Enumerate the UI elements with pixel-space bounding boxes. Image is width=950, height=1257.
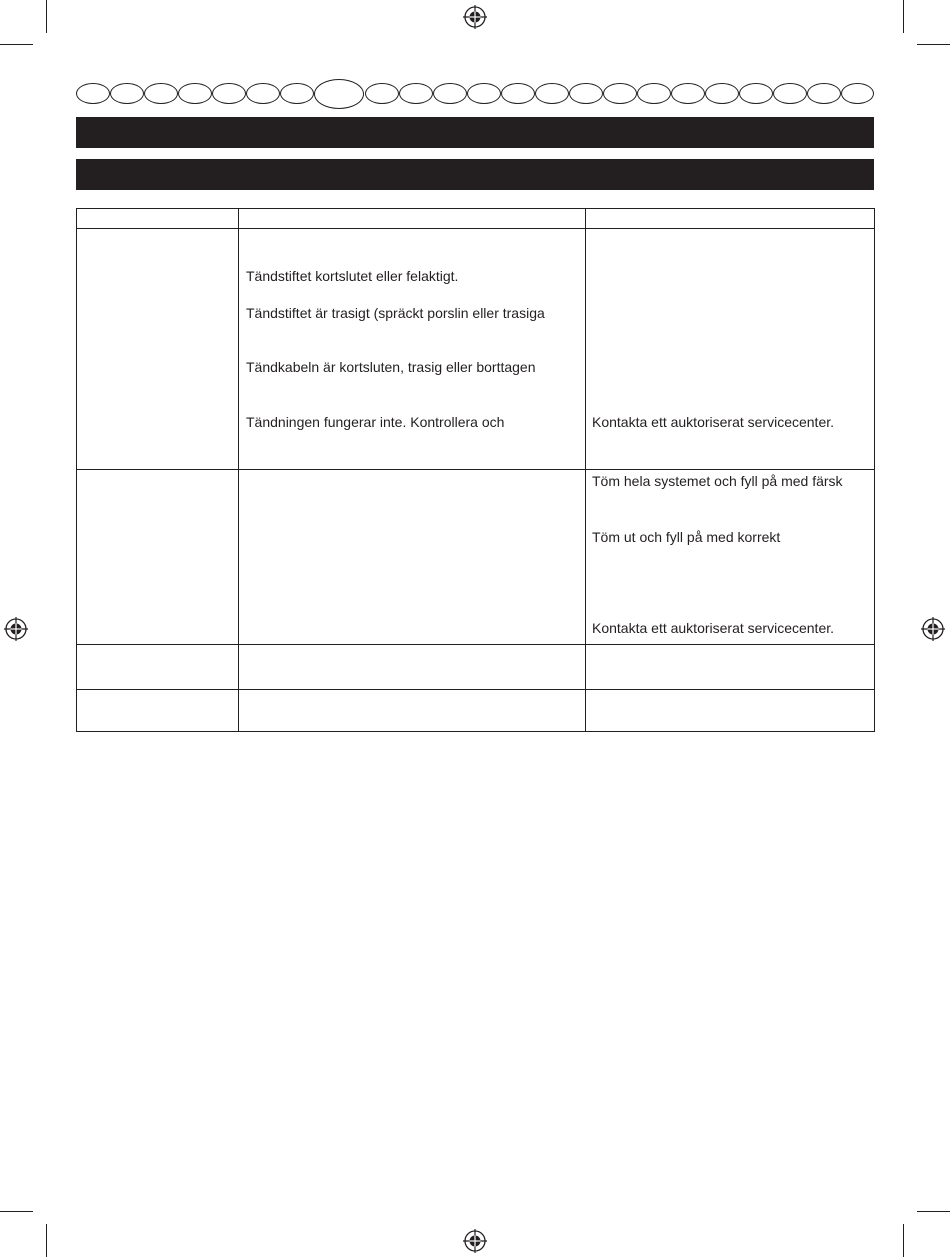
language-tabs <box>76 83 876 107</box>
language-tab-active[interactable] <box>314 79 364 109</box>
language-tab[interactable] <box>110 83 144 104</box>
cause-cell <box>239 470 586 645</box>
table-row <box>77 470 875 645</box>
section-header-bar <box>76 117 874 148</box>
language-tab[interactable] <box>637 83 671 104</box>
crop-mark <box>46 1224 47 1257</box>
language-tab[interactable] <box>569 83 603 104</box>
language-tab[interactable] <box>280 83 314 104</box>
crop-mark <box>0 44 33 45</box>
crop-mark <box>0 1211 33 1212</box>
language-tab[interactable] <box>807 83 841 104</box>
language-tab[interactable] <box>467 83 501 104</box>
table-header-row <box>77 209 875 229</box>
table-row <box>77 645 875 690</box>
solution-text: Kontakta ett auktoriserat servicecenter. <box>592 414 835 430</box>
registration-mark-icon <box>463 5 487 29</box>
language-tab[interactable] <box>501 83 535 104</box>
solution-text: Töm ut och fyll på med korrekt <box>592 529 781 545</box>
troubleshooting-table <box>76 208 875 732</box>
cause-cell <box>239 229 586 470</box>
cause-text: Tändningen fungerar inte. Kontrollera och <box>246 414 505 430</box>
solution-cell <box>586 645 875 690</box>
cause-text: Tändkabeln är kortsluten, trasig eller borttagen <box>246 359 536 375</box>
registration-mark-icon <box>921 617 945 641</box>
header-solution <box>586 209 875 229</box>
crop-mark <box>903 0 904 33</box>
solution-text: Töm hela systemet och fyll på med färsk <box>592 473 843 489</box>
registration-mark-icon <box>4 617 28 641</box>
language-tab[interactable] <box>365 83 399 104</box>
language-tab[interactable] <box>603 83 637 104</box>
table-row <box>77 690 875 732</box>
solution-cell <box>586 470 875 645</box>
language-tab[interactable] <box>535 83 569 104</box>
problem-cell <box>77 690 239 732</box>
language-tab[interactable] <box>399 83 433 104</box>
language-tab[interactable] <box>773 83 807 104</box>
solution-cell <box>586 690 875 732</box>
language-tab[interactable] <box>739 83 773 104</box>
cause-cell <box>239 645 586 690</box>
language-tab[interactable] <box>76 83 110 104</box>
language-tab[interactable] <box>144 83 178 104</box>
problem-cell <box>77 645 239 690</box>
solution-cell <box>586 229 875 470</box>
language-tab[interactable] <box>841 83 874 104</box>
language-tab[interactable] <box>705 83 739 104</box>
cause-text: Tändstiftet kortslutet eller felaktigt. <box>246 268 459 284</box>
cause-cell <box>239 690 586 732</box>
language-tab[interactable] <box>212 83 246 104</box>
solution-text: Kontakta ett auktoriserat servicecenter. <box>592 620 835 636</box>
table-row <box>77 229 875 470</box>
crop-mark <box>903 1224 904 1257</box>
crop-mark <box>917 44 950 45</box>
problem-cell <box>77 470 239 645</box>
language-tab[interactable] <box>178 83 212 104</box>
language-tab[interactable] <box>671 83 705 104</box>
language-tab[interactable] <box>433 83 467 104</box>
subsection-header-bar <box>76 159 874 190</box>
header-problem <box>77 209 239 229</box>
registration-mark-icon <box>463 1229 487 1253</box>
crop-mark <box>46 0 47 33</box>
problem-cell <box>77 229 239 470</box>
header-cause <box>239 209 586 229</box>
crop-mark <box>917 1211 950 1212</box>
language-tab[interactable] <box>246 83 280 104</box>
cause-text: Tändstiftet är trasigt (spräckt porslin eller trasiga <box>246 305 545 321</box>
